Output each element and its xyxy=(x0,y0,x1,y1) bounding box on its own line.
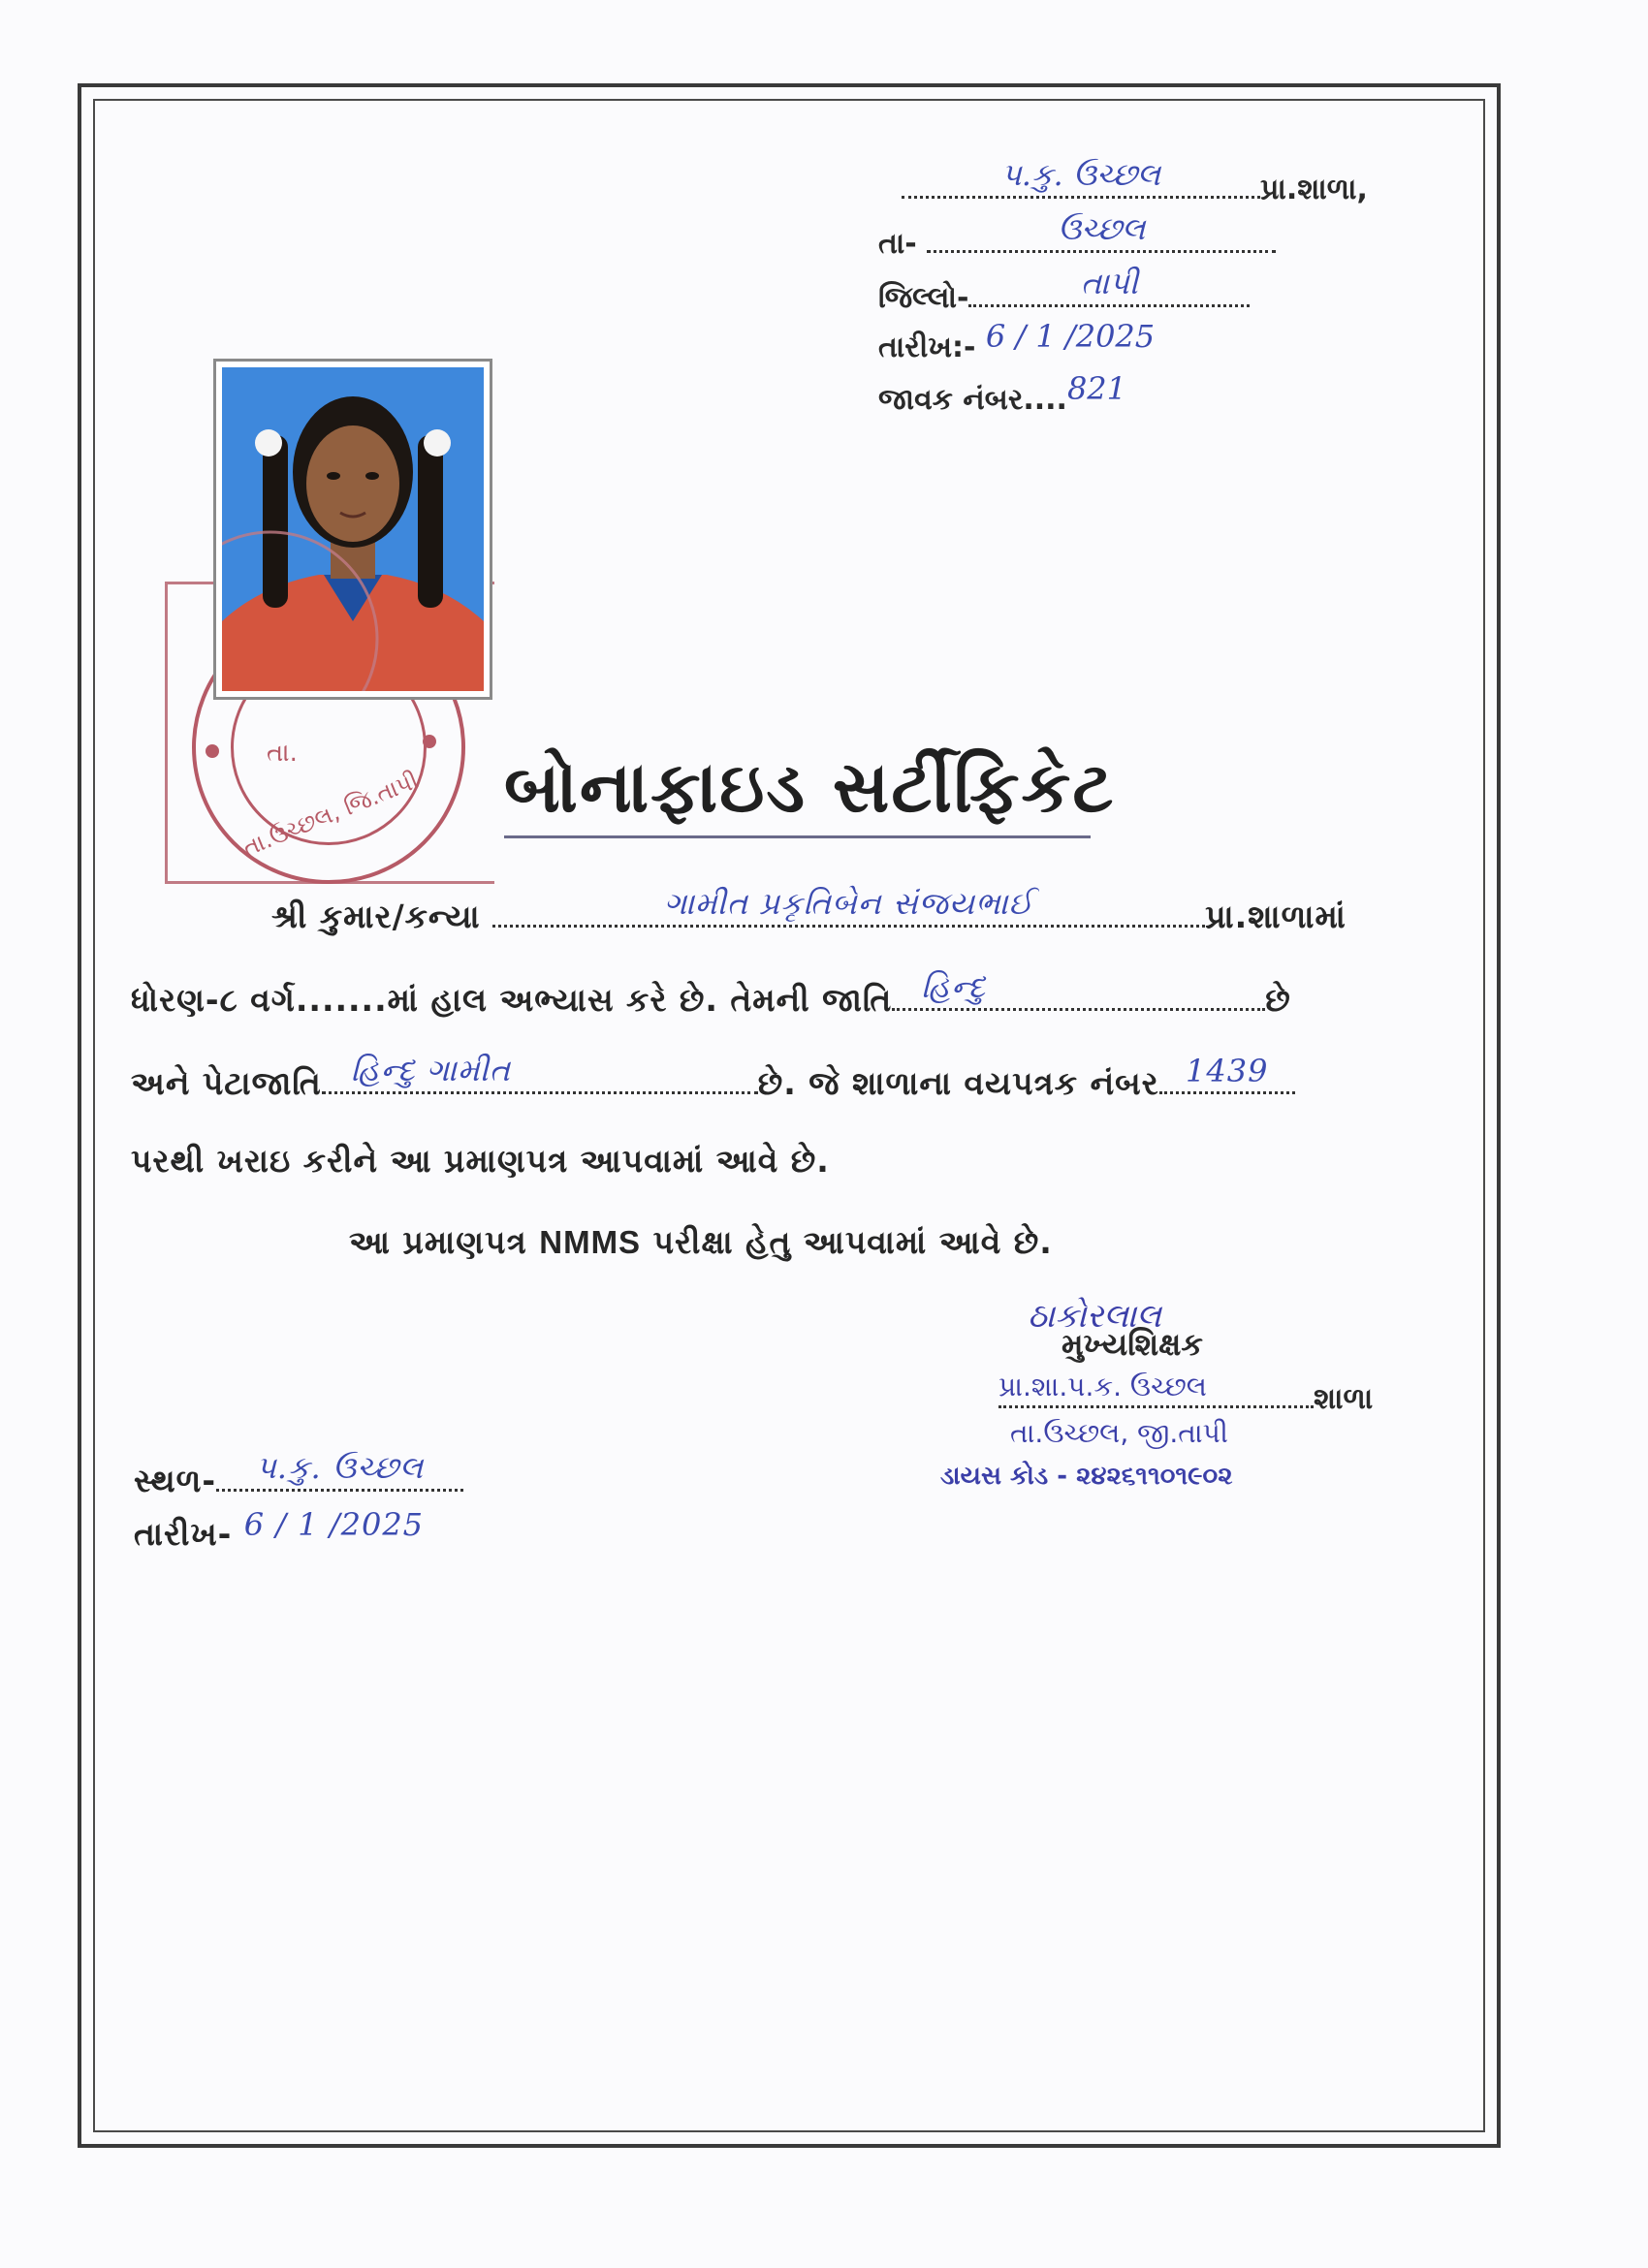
outward-handwritten: 821 xyxy=(1066,370,1127,407)
line5-bold: NMMS xyxy=(539,1224,642,1260)
signature-address: તા.ઉચ્છલ, જી.તાપી xyxy=(1010,1417,1228,1449)
line1-suffix: પ્રા.શાળામાં xyxy=(1205,898,1347,935)
photo-image xyxy=(222,367,484,691)
line3-mid: છે. જે શાળાના વયપત્રક નંબર xyxy=(757,1064,1159,1102)
outward-line xyxy=(878,370,1184,417)
outward-label: જાવક નંબર.... xyxy=(878,383,1067,417)
stamp-taluka: તા. xyxy=(267,739,298,768)
caste-value: હિન્દુ xyxy=(921,968,987,1005)
signature: ઠાકોરલાલ xyxy=(1028,1297,1161,1336)
school-suffix: પ્રા.શાળા, xyxy=(1260,173,1368,206)
footer-date-line xyxy=(134,1506,535,1554)
line3-prefix: અને પેટાજાતિ xyxy=(131,1064,322,1102)
body-line-2 xyxy=(131,968,1291,1020)
signature-school-suffix: શાળા xyxy=(1314,1382,1374,1416)
taluka-handwritten: ઉચ્છલ xyxy=(1058,210,1146,247)
place-line xyxy=(134,1449,463,1500)
line5-suffix: પરીક્ષા હેતુ આપવામાં આવે છે. xyxy=(641,1223,1053,1261)
date-handwritten: 6 / 1 /2025 xyxy=(985,318,1156,355)
district-handwritten: તાપી xyxy=(1080,265,1138,301)
taluka-label: તા- xyxy=(878,227,917,261)
body-line-1 xyxy=(271,885,1347,936)
signature-school-field xyxy=(998,1370,1314,1408)
place-field xyxy=(216,1449,463,1492)
stamp-ring-text: તા.ઉચ્છલ, જિ.તાપી xyxy=(238,766,423,863)
signatory-title: મુખ્યશિક્ષક xyxy=(1062,1326,1203,1363)
district-field xyxy=(968,265,1250,307)
school-handwritten: પ.કુ. ઉચ્છલ xyxy=(1000,156,1161,193)
caste-field xyxy=(892,968,1265,1011)
body-line-4: પરથી ખરાઇ કરીને આ પ્રમાણપત્ર આપવામાં આવે છે. xyxy=(131,1142,830,1180)
place-handwritten: પ.કુ. ઉચ્છલ xyxy=(256,1449,425,1486)
line1-prefix: શ્રી કુમાર/કન્યા xyxy=(271,898,481,935)
date-label: તારીખ:- xyxy=(878,331,976,364)
date-line xyxy=(878,318,1219,364)
place-label: સ્થળ- xyxy=(134,1462,217,1499)
subcaste-field xyxy=(322,1052,758,1094)
register-number: 1439 xyxy=(1186,1053,1269,1089)
student-photo xyxy=(213,359,492,700)
outward-field xyxy=(1066,370,1184,409)
district-label: જિલ્લો- xyxy=(878,281,969,315)
line2-prefix: ધોરણ-૮ વર્ગ.......માં હાલ અભ્યાસ કરે છે. તેમની જાતિ xyxy=(131,981,893,1019)
signature-school: પ્રા.શા.પ.ક. ઉચ્છલ xyxy=(998,1370,1207,1402)
footer-date-field xyxy=(243,1506,535,1545)
footer-date-label: તારીખ- xyxy=(134,1515,233,1553)
signature-school-line xyxy=(998,1370,1374,1416)
line5-prefix: આ પ્રમાણપત્ર xyxy=(349,1223,540,1261)
title-underline xyxy=(504,835,1091,838)
school-field xyxy=(902,156,1260,199)
student-name-field xyxy=(492,885,1205,928)
subcaste-value: હિન્દુ ગામીત xyxy=(350,1052,511,1088)
certificate-title: બોનાફાઇડ સર્ટીફિકેટ xyxy=(504,746,1116,828)
student-name: ગામીત પ્રકૃતિબેન સંજયભાઈ xyxy=(663,885,1034,922)
body-line-5 xyxy=(349,1223,1053,1262)
taluka-field xyxy=(927,210,1276,253)
register-field xyxy=(1159,1053,1295,1094)
footer-date-handwritten: 6 / 1 /2025 xyxy=(243,1506,425,1543)
taluka-line xyxy=(878,210,1276,261)
school-line xyxy=(902,156,1368,206)
district-line xyxy=(878,265,1250,315)
line2-suffix: છે xyxy=(1265,981,1291,1019)
stamp-dot-left xyxy=(206,744,219,758)
date-field xyxy=(985,318,1219,357)
body-line-3 xyxy=(131,1052,1295,1103)
dise-code: ડાયસ કોડ - ૨૪૨૬૧૧૦૧૯૦૨ xyxy=(940,1462,1233,1491)
stamp-dot-right xyxy=(423,735,436,748)
